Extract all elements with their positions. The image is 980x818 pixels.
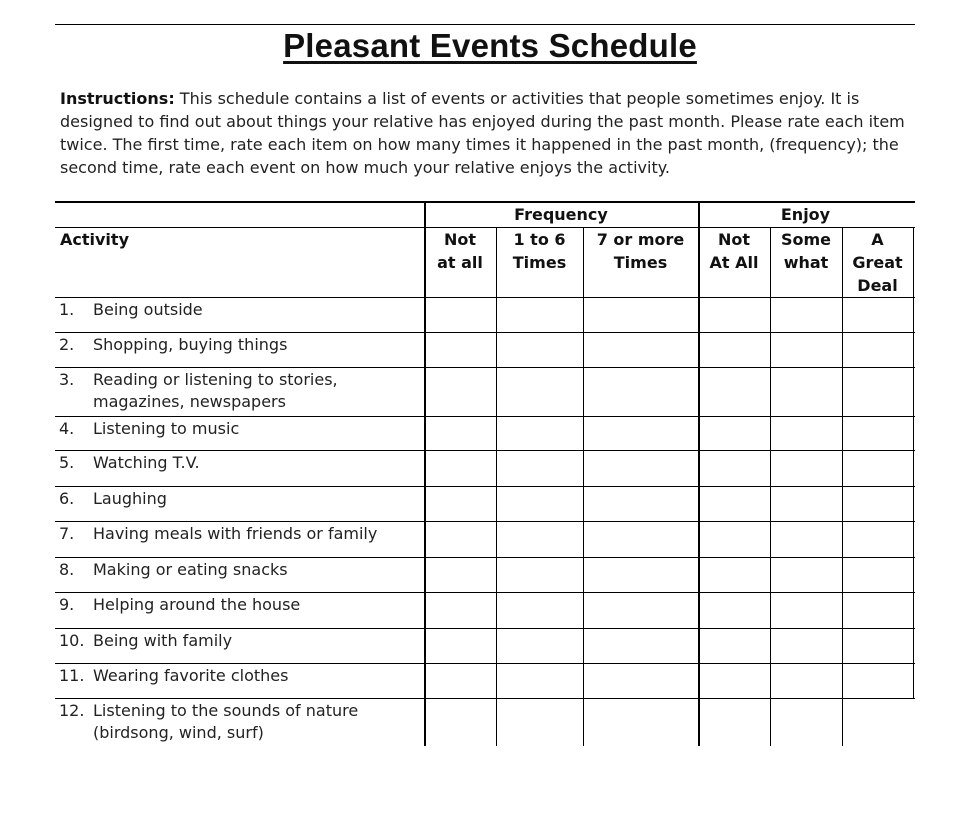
rating-answer-cell[interactable] (497, 368, 583, 416)
activity-row-label (55, 452, 420, 474)
activity-number: 2. (59, 335, 75, 354)
rating-answer-cell[interactable] (584, 417, 698, 450)
instructions-paragraph (60, 87, 905, 179)
activity-text-continuation: (birdsong, wind, surf) (93, 723, 264, 742)
rating-answer-cell[interactable] (584, 298, 698, 332)
rating-column-header: 1 to 6 Times (512, 230, 567, 272)
activity-number: 8. (59, 560, 75, 579)
rating-answer-cell[interactable] (843, 451, 913, 486)
rating-answer-cell[interactable] (425, 487, 496, 521)
rating-answer-cell[interactable] (843, 629, 913, 663)
activity-row-label (55, 665, 420, 687)
rating-answer-cell[interactable] (497, 593, 583, 628)
activity-row-label (55, 369, 420, 413)
activity-text: Helping around the house (93, 595, 301, 614)
enjoy-group-header: Enjoy (780, 205, 831, 224)
activity-row-label (55, 630, 420, 652)
activity-row-label (55, 559, 420, 581)
activity-row-label (55, 594, 420, 616)
right-edge-line (913, 227, 914, 698)
rating-answer-cell[interactable] (699, 629, 770, 663)
activity-number: 1. (59, 300, 75, 319)
activity-row-label (55, 488, 420, 510)
rating-column-header: A Great Deal (852, 230, 903, 295)
rating-answer-cell[interactable] (425, 664, 496, 698)
rating-answer-cell[interactable] (497, 417, 583, 450)
rating-column-header: Not at all (437, 230, 483, 272)
rating-answer-cell[interactable] (497, 487, 583, 521)
rating-answer-cell[interactable] (425, 593, 496, 628)
rating-answer-cell[interactable] (699, 451, 770, 486)
rating-answer-cell[interactable] (425, 522, 496, 557)
rating-answer-cell[interactable] (771, 664, 842, 698)
rating-column-header: Some what (780, 230, 832, 272)
activity-text: Watching T.V. (93, 453, 200, 472)
rating-table (55, 201, 915, 746)
rating-answer-cell[interactable] (843, 664, 913, 698)
rating-answer-cell[interactable] (771, 629, 842, 663)
rating-answer-cell[interactable] (843, 558, 913, 592)
activity-text: Laughing (93, 489, 167, 508)
top-rule (55, 24, 915, 25)
rating-answer-cell[interactable] (771, 487, 842, 521)
activity-number: 12. (59, 701, 85, 720)
rating-answer-cell[interactable] (771, 699, 842, 746)
rating-answer-cell[interactable] (699, 699, 770, 746)
rating-answer-cell[interactable] (425, 699, 496, 746)
rating-answer-cell[interactable] (497, 558, 583, 592)
frequency-group-header: Frequency (514, 205, 608, 224)
activity-text: Being outside (93, 300, 203, 319)
rating-answer-cell[interactable] (497, 298, 583, 332)
rating-answer-cell[interactable] (584, 487, 698, 521)
activity-number: 11. (59, 666, 85, 685)
rating-answer-cell[interactable] (699, 298, 770, 332)
rating-answer-cell[interactable] (843, 333, 913, 367)
activity-row-label (55, 334, 420, 356)
rating-answer-cell[interactable] (699, 593, 770, 628)
rating-answer-cell[interactable] (843, 699, 913, 746)
rating-answer-cell[interactable] (497, 664, 583, 698)
rating-answer-cell[interactable] (425, 417, 496, 450)
activity-row-label (55, 700, 420, 744)
rating-answer-cell[interactable] (497, 699, 583, 746)
activity-column-header: Activity (60, 230, 129, 249)
activity-text: Reading or listening to stories, (93, 370, 338, 389)
activity-text: Wearing favorite clothes (93, 666, 289, 685)
activity-text: Shopping, buying things (93, 335, 288, 354)
rating-answer-cell[interactable] (497, 333, 583, 367)
activity-row-label (55, 299, 420, 321)
activity-row-label (55, 523, 420, 545)
instructions-text: This schedule contains a list of events or activities that people sometimes enjoy. It is designed to find out about things your relative has enjoyed during the past month. Please rate each item twice. The first time, rate each item on how many times it happened in the past month, (frequency); the second time, rate each event on how much your relative enjoys the activity. (60, 89, 905, 177)
rating-answer-cell[interactable] (584, 699, 698, 746)
rating-answer-cell[interactable] (771, 522, 842, 557)
activity-number: 7. (59, 524, 75, 543)
rating-answer-cell[interactable] (425, 368, 496, 416)
activity-text: Making or eating snacks (93, 560, 288, 579)
rating-column-header: Not At All (709, 230, 759, 272)
rating-answer-cell[interactable] (843, 298, 913, 332)
rating-answer-cell[interactable] (699, 417, 770, 450)
rating-answer-cell[interactable] (497, 629, 583, 663)
rating-answer-cell[interactable] (843, 593, 913, 628)
activity-text: Having meals with friends or family (93, 524, 378, 543)
activity-text: Listening to the sounds of nature (93, 701, 359, 720)
rating-answer-cell[interactable] (425, 629, 496, 663)
rating-answer-cell[interactable] (771, 558, 842, 592)
instructions-label: Instructions: (60, 89, 175, 108)
rating-answer-cell[interactable] (584, 593, 698, 628)
rating-answer-cell[interactable] (843, 487, 913, 521)
rating-answer-cell[interactable] (699, 333, 770, 367)
activity-row-label (55, 418, 420, 440)
rating-answer-cell[interactable] (699, 558, 770, 592)
rating-answer-cell[interactable] (497, 451, 583, 486)
activity-number: 5. (59, 453, 75, 472)
rating-answer-cell[interactable] (699, 487, 770, 521)
activity-number: 4. (59, 419, 75, 438)
activity-text-continuation: magazines, newspapers (93, 392, 286, 411)
activity-number: 3. (59, 370, 75, 389)
rating-answer-cell[interactable] (771, 368, 842, 416)
rating-answer-cell[interactable] (699, 522, 770, 557)
rating-column-header: 7 or more Times (596, 230, 685, 272)
rating-answer-cell[interactable] (584, 333, 698, 367)
rating-answer-cell[interactable] (584, 451, 698, 486)
activity-number: 9. (59, 595, 75, 614)
rating-answer-cell[interactable] (699, 368, 770, 416)
rating-answer-cell[interactable] (425, 451, 496, 486)
rating-answer-cell[interactable] (584, 629, 698, 663)
rating-answer-cell[interactable] (584, 368, 698, 416)
activity-number: 10. (59, 631, 85, 650)
activity-text: Being with family (93, 631, 233, 650)
rating-answer-cell[interactable] (584, 664, 698, 698)
rating-answer-cell[interactable] (425, 558, 496, 592)
rating-answer-cell[interactable] (497, 522, 583, 557)
rating-answer-cell[interactable] (771, 298, 842, 332)
rating-answer-cell[interactable] (771, 593, 842, 628)
activity-text: Listening to music (93, 419, 240, 438)
rating-answer-cell[interactable] (843, 522, 913, 557)
rating-answer-cell[interactable] (843, 417, 913, 450)
rating-grid (55, 201, 915, 746)
rating-answer-cell[interactable] (771, 333, 842, 367)
rating-answer-cell[interactable] (584, 522, 698, 557)
rating-answer-cell[interactable] (425, 333, 496, 367)
rating-answer-cell[interactable] (699, 664, 770, 698)
rating-answer-cell[interactable] (771, 417, 842, 450)
rating-answer-cell[interactable] (843, 368, 913, 416)
rating-answer-cell[interactable] (425, 298, 496, 332)
rating-answer-cell[interactable] (771, 451, 842, 486)
page-title: Pleasant Events Schedule (283, 27, 697, 64)
rating-answer-cell[interactable] (584, 558, 698, 592)
activity-number: 6. (59, 489, 75, 508)
